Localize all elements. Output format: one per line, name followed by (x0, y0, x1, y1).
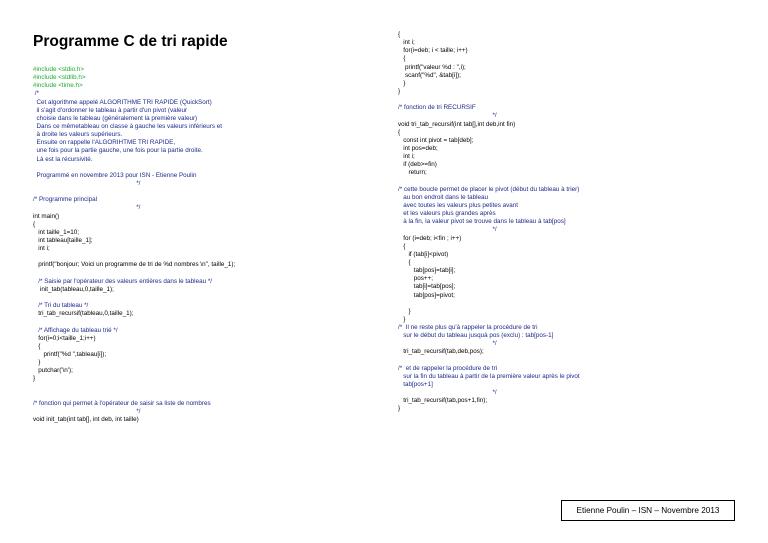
code-line: /* et de rappeler la procédure de tri (398, 364, 498, 372)
code-line: if (tab[i]<pivot) (398, 250, 449, 258)
code-line (398, 178, 580, 186)
code-line: for(i=0;i<taille_1;i++) (33, 334, 96, 342)
footer-box (561, 500, 735, 521)
code-line: } (398, 315, 406, 323)
page-title: Programme C de tri rapide (33, 33, 228, 50)
code-line (33, 253, 235, 261)
code-line (33, 392, 235, 400)
code-line: */ (33, 204, 141, 212)
code-line: #include <time.h> (33, 82, 83, 90)
code-line: sur le début du tableau jusquà pos (exclu) : tab[pos-1] (398, 332, 554, 340)
code-line: Ensuite on rappelle l'ALGORIHTME TRI RAPIDE, (33, 139, 176, 147)
code-line: for(i=deb; i < taille; i++) (398, 47, 468, 55)
code-line: tab[pos]=tab[i]; (398, 267, 456, 275)
code-column-left (33, 66, 235, 424)
code-line: */ (33, 179, 141, 187)
code-line (33, 318, 235, 326)
code-line: } (398, 87, 401, 95)
code-line: /* Affichage du tableau trié */ (33, 326, 118, 334)
code-line: if (deb>=fin) (398, 161, 437, 169)
code-line: Dans ce mêmetableau on classe à gauche les valeurs inférieurs et (33, 122, 223, 130)
code-line: à droite les valeurs supérieurs. (33, 131, 123, 139)
code-line: } (33, 375, 36, 383)
code-line: { (33, 342, 41, 350)
code-line (33, 294, 235, 302)
code-line: */ (398, 112, 497, 120)
code-line: init_tab(tableau,0,taille_1); (33, 285, 114, 293)
code-line: tab[pos+1] (398, 381, 433, 389)
code-line: } (398, 79, 406, 87)
code-line: */ (398, 389, 497, 397)
code-line: sur la fin du tableau à partir de la première valeur après le pivot (398, 372, 580, 380)
code-line (33, 164, 235, 172)
code-line (398, 300, 580, 308)
code-line: tab[pos]=pivot; (398, 291, 455, 299)
code-line: Cet algorithme appelé ALGORITHME TRI RAPIDE (QuickSort) (33, 98, 212, 106)
code-line: */ (398, 226, 497, 234)
code-line: void init_tab(int tab[], int deb, int taille) (33, 416, 139, 424)
code-line: } (33, 359, 41, 367)
code-line (33, 188, 235, 196)
code-line: /* Il ne reste plus qu'à rappeler la procédure de tri (398, 324, 538, 332)
code-line: for (i=deb; i<fin ; i++) (398, 234, 462, 242)
code-line (398, 96, 580, 104)
code-line: au bon endroit dans le tableau (398, 193, 488, 201)
code-line: /* (33, 90, 39, 98)
code-line: { (398, 258, 411, 266)
code-line: { (398, 128, 401, 136)
code-line: tri_tab_recursif(tableau,0,taille_1); (33, 310, 134, 318)
code-line: scanf("%d", &tab[i]); (398, 71, 461, 79)
code-line: printf("bonjour; Voici un programme de tri de %d nombres \n", taille_1); (33, 261, 236, 269)
code-line: /* fonction qui permet à l'opérateur de saisir sa liste de nombres (33, 399, 211, 407)
code-line: #include <stdio.h> (33, 66, 85, 73)
code-line: int taille_1=10; (33, 228, 80, 236)
code-line: pos++; (398, 275, 434, 283)
code-line: printf("valeur %d : ",i); (398, 63, 466, 71)
code-line: choisie dans le tableau (généralement la première valeur) (33, 114, 198, 122)
code-line: avec toutes les valeurs plus petites avant (398, 201, 519, 209)
code-line: Là est la récursivité. (33, 155, 93, 163)
code-line: une fois pour la partie gauche, une fois pour la partie droite. (33, 147, 203, 155)
code-line: /* fonction de tri RECURSIF (398, 104, 476, 112)
code-line: printf("%d ",tableau[i]); (33, 350, 107, 358)
code-line: /* Programme principal (33, 196, 98, 204)
code-line: et les valeurs plus grandes après (398, 210, 496, 218)
code-line: int i; (398, 39, 415, 47)
code-line: #include <stdlib.h> (33, 74, 86, 82)
code-line: putchar('\n'); (33, 367, 73, 375)
code-line: à la fin, la valeur pivot se trouve dans le tableau à tab[pos] (398, 218, 566, 226)
code-line: /* Saisie par l'opérateur des valeurs entières dans le tableau */ (33, 277, 213, 285)
code-line: Programmé en novembre 2013 pour ISN - Etienne Poulin (33, 171, 197, 179)
code-column-right (398, 31, 580, 414)
code-line: int pos=deb; (398, 144, 438, 152)
code-line: void tri_tab_recursif(int tab[],int deb,int fin) (398, 120, 516, 128)
code-line: tab[i]=tab[pos]; (398, 283, 456, 291)
code-line: */ (33, 407, 141, 415)
code-line: { (33, 220, 36, 228)
code-line: { (398, 242, 406, 250)
code-line: il s'agit d'ordonner le tableau à partir d'un pivot (valeur (33, 106, 188, 114)
code-line (33, 270, 235, 278)
footer-text: Etienne Poulin – ISN – Novembre 2013 (576, 506, 720, 515)
code-line: const int pivot = tab[deb]; (398, 136, 474, 144)
code-line: } (398, 307, 411, 315)
code-line: { (398, 55, 406, 63)
code-line: */ (398, 340, 497, 348)
code-line: tri_tab_recursif(tab,deb,pos); (398, 348, 484, 356)
code-line: /* cette boucle permet de placer le pivot (début du tableau à trier) (398, 185, 580, 193)
code-line: int i; (33, 245, 50, 253)
code-line: /* Tri du tableau */ (33, 302, 89, 310)
code-line: int tableau[taille_1]; (33, 236, 93, 244)
code-line (398, 357, 580, 365)
code-line: return; (398, 169, 427, 177)
code-line: tri_tab_recursif(tab,pos+1,fin); (398, 397, 488, 405)
code-line: int i; (398, 153, 415, 161)
code-line (33, 383, 235, 391)
code-line: { (398, 31, 401, 38)
code-line: int main() (33, 212, 60, 220)
code-line: } (398, 405, 401, 413)
